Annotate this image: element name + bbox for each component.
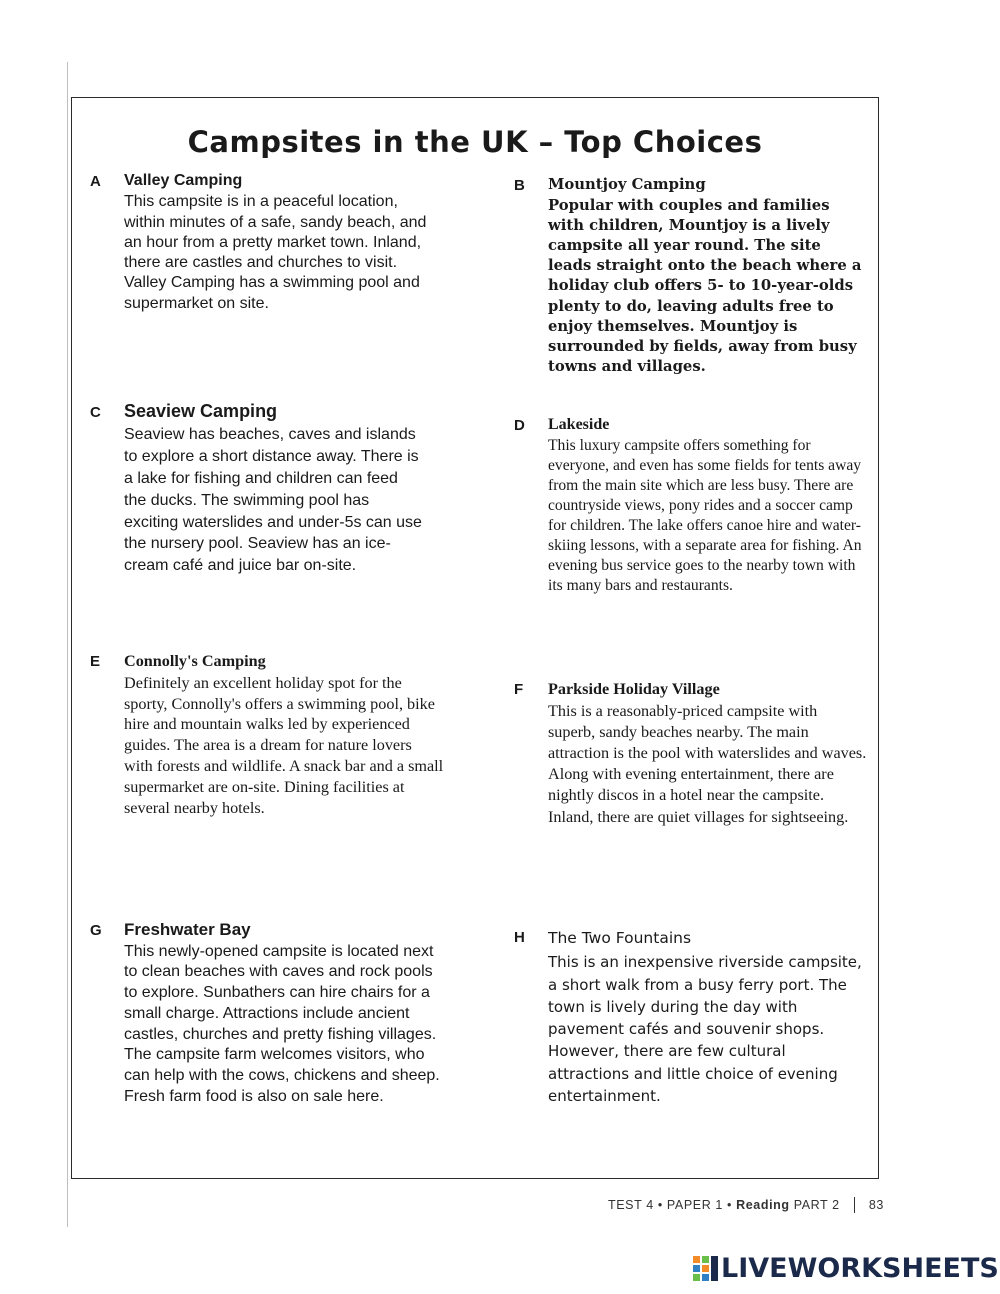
entry-name: Mountjoy Camping <box>548 176 706 193</box>
entry-name: Lakeside <box>548 416 610 433</box>
liveworksheets-logo-icon <box>693 1256 718 1281</box>
entry-text: This luxury campsite offers something for everyone, and even has some fields for tents away from the main site which are less busy. There are countryside views, pony rides and a soccer camp for children. The lake offers canoe hire and water-skiing lessons, with a separate area for fishing. An evening bus service goes to the nearby town with its many bars and restaurants. <box>548 437 862 594</box>
footer-bullet: • <box>657 1198 667 1212</box>
entry-letter-c: C <box>90 404 101 421</box>
entry-text: Definitely an excellent holiday spot for the sporty, Connolly's offers a swimming pool, bike hire and mountain walks led by experienced guides. The area is a dream for nature lovers with forests and wildlife. A snack bar and a small supermarket are on-site. Dining facilities at several nearby hotels. <box>124 673 444 817</box>
entry-valley-camping <box>124 171 434 314</box>
entry-letter-b: B <box>514 177 525 194</box>
footer-bullet: • <box>727 1198 737 1212</box>
entry-lakeside <box>548 415 863 596</box>
entry-text: This campsite is in a peaceful location, within minutes of a safe, sandy beach, and an hour from a pretty market town. Inland, there are castles and churches to visit. Valley Camping has a swimming pool and supermarket on site. <box>124 193 427 312</box>
entry-name: Freshwater Bay <box>124 920 251 939</box>
page-margin-line <box>67 62 68 1227</box>
entry-letter-e: E <box>90 653 101 670</box>
entry-mountjoy-camping <box>548 175 868 377</box>
entry-text: Seaview has beaches, caves and islands to explore a short distance away. There is a lake for fishing and children can feed the ducks. The swimming pool has exciting waterslides and under-5s can use the nursery pool. Seaview has an ice-cream café and juice bar on-site. <box>124 425 422 575</box>
entry-name: Parkside Holiday Village <box>548 680 720 698</box>
entry-text: Popular with couples and families with children, Mountjoy is a lively campsite all year round. The site leads straight onto the beach where a holiday club offers 5- to 10-year-olds plenty to do, leaving adults free to enjoy themselves. Mountjoy is surrounded by fields, away from busy towns and villages. <box>548 197 862 375</box>
entry-connollys-camping <box>124 651 444 818</box>
entry-name: Seaview Camping <box>124 401 278 421</box>
footer-test: TEST 4 <box>608 1198 654 1212</box>
entry-letter-f: F <box>514 681 524 698</box>
liveworksheets-brand <box>693 1253 999 1284</box>
entry-parkside-holiday-village <box>548 679 868 828</box>
entry-letter-a: A <box>90 173 101 190</box>
entry-text: This is an inexpensive riverside campsite, a short walk from a busy ferry port. The town is lively during the day with pavement cafés and souvenir shops. However, there are few cultural attractions and little choice of evening entertainment. <box>548 953 862 1106</box>
entry-name: The Two Fountains <box>548 929 692 947</box>
page-title: Campsites in the UK – Top Choices <box>187 125 763 160</box>
page-footer <box>560 1197 910 1213</box>
entry-freshwater-bay <box>124 920 444 1107</box>
entry-text: This newly-opened campsite is located next to clean beaches with caves and rock pools to explore. Sunbathers can hire chairs for a small charge. Attractions include ancient castles, churches and pretty fishing villages. The campsite farm welcomes visitors, who can help with the cows, chickens and sheep. Fresh farm food is also on sale here. <box>124 942 440 1105</box>
entry-seaview-camping <box>124 401 424 577</box>
entry-text: This is a reasonably-priced campsite with superb, sandy beaches nearby. The main attraction is the pool with waterslides and waves. Along with evening entertainment, there are nightly discos in a hotel near the campsite. Inland, there are quiet villages for sightseeing. <box>548 702 867 826</box>
footer-part: PART 2 <box>793 1198 840 1212</box>
footer-divider <box>854 1197 855 1213</box>
entry-name: Valley Camping <box>124 172 243 189</box>
footer-section: Reading <box>736 1198 790 1212</box>
footer-paper: PAPER 1 <box>666 1198 723 1212</box>
entry-name: Connolly's Camping <box>124 652 266 670</box>
entry-letter-h: H <box>514 929 525 946</box>
entry-letter-g: G <box>90 922 102 939</box>
brand-text: LIVEWORKSHEETS <box>721 1253 999 1284</box>
page-number: 83 <box>868 1198 884 1212</box>
entry-letter-d: D <box>514 417 525 434</box>
entry-the-two-fountains <box>548 927 868 1107</box>
